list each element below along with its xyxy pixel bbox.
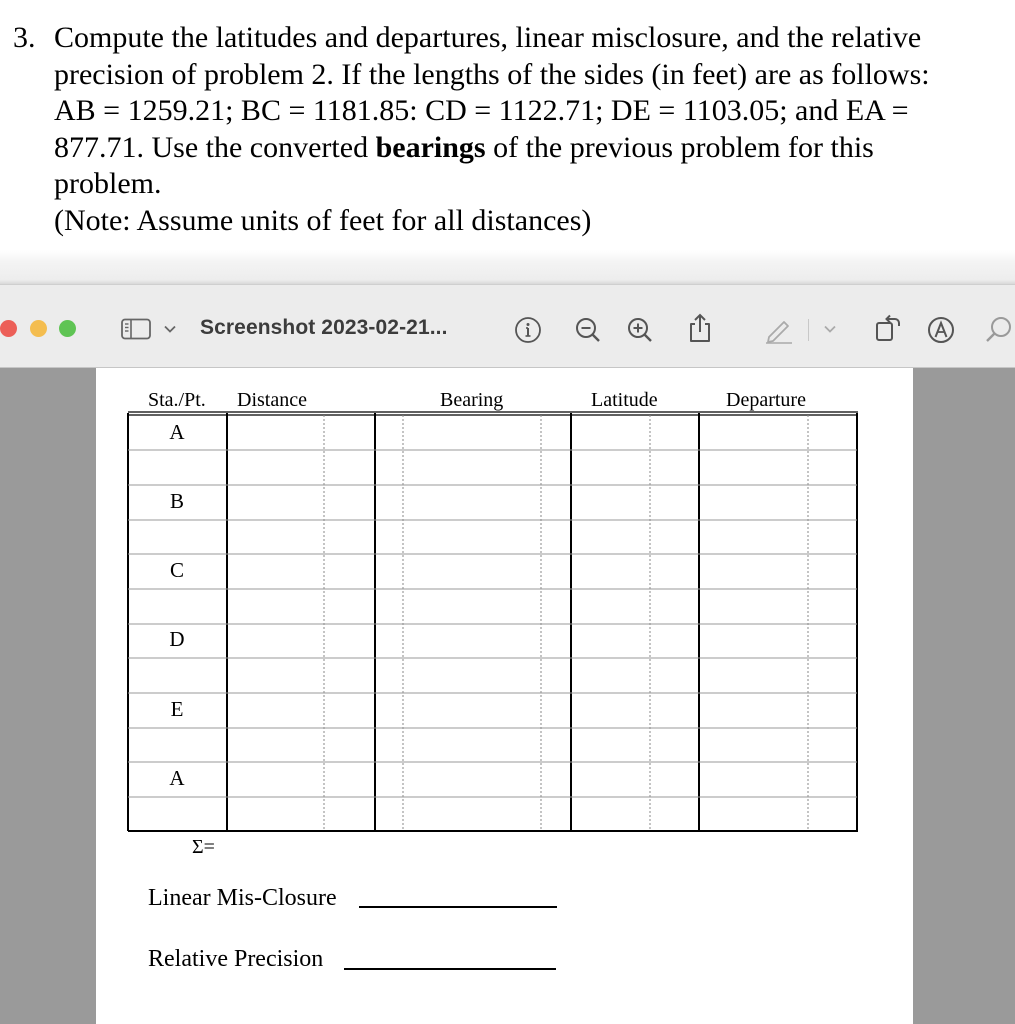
header-latitude: Latitude: [591, 389, 658, 411]
relative-precision-blank: [344, 968, 556, 970]
station-label: C: [169, 558, 184, 582]
header-departure: Departure: [726, 389, 806, 411]
relative-precision-label: Relative Precision: [148, 946, 324, 972]
station-label: E: [170, 697, 184, 721]
problem-line-4-end: of the previous problem for this: [485, 130, 874, 164]
station-label: B: [169, 489, 184, 513]
problem-number: 3.: [13, 21, 36, 54]
header-bearing: Bearing: [440, 389, 504, 411]
problem-note: (Note: Assume units of feet for all distances): [54, 203, 592, 237]
problem-line-2: precision of problem 2. If the lengths of the sides (in feet) are as follows:: [54, 57, 930, 91]
problem-line-5: problem.: [54, 167, 162, 200]
linear-misclosure-blank: [359, 906, 557, 908]
linear-misclosure-label: Linear Mis-Closure: [148, 885, 337, 911]
document-title[interactable]: Screenshot 2023-02-21...: [200, 316, 448, 339]
problem-line-3: AB = 1259.21; BC = 1181.85: CD = 1122.71; DE = 1103.05; and EA =: [54, 94, 909, 127]
header-station: Sta./Pt.: [148, 389, 206, 411]
header-distance: Distance: [237, 389, 307, 411]
station-label: D: [169, 627, 185, 651]
station-label: A: [169, 420, 185, 444]
station-label: A: [169, 766, 185, 790]
bearings-emphasis: bearings: [375, 130, 486, 164]
problem-line-4-start: 877.71. Use the converted: [54, 130, 376, 164]
sum-label: Σ=: [192, 836, 215, 858]
problem-line-1: Compute the latitudes and departures, linear misclosure, and the relative: [54, 21, 922, 54]
